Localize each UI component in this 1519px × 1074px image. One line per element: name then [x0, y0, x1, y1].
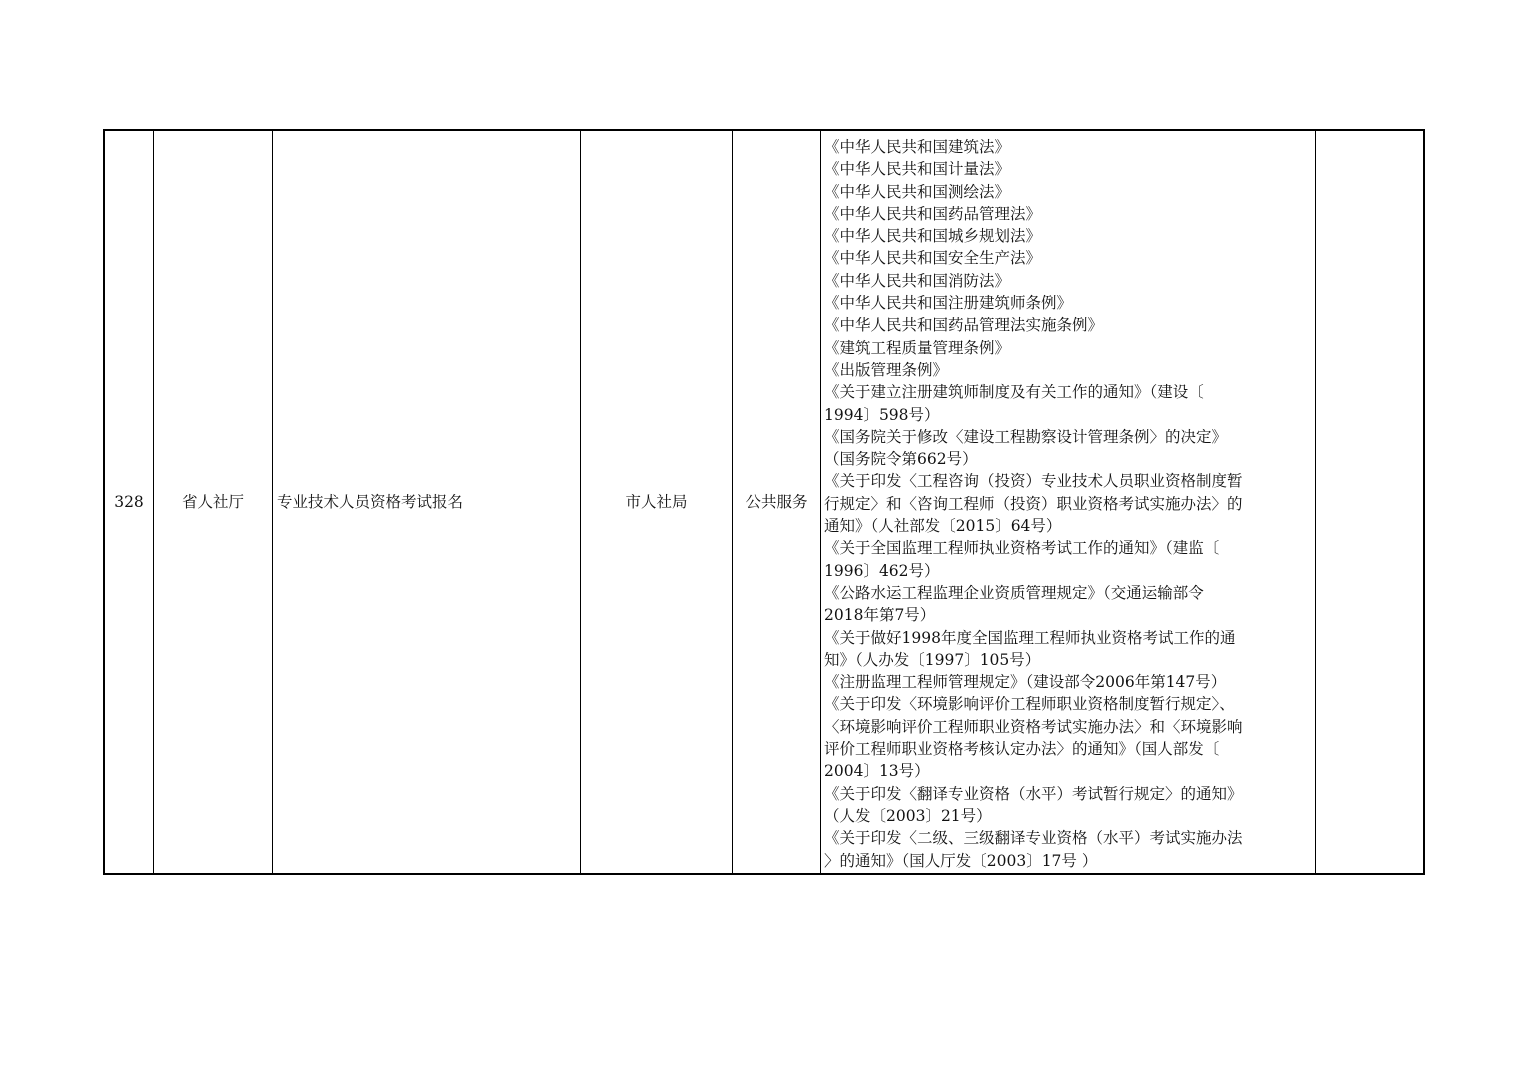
- basis-line: 《公路水运工程监理企业资质管理规定》（交通运输部令: [824, 583, 1204, 602]
- item-name-cell: 专业技术人员资格考试报名: [273, 130, 581, 874]
- basis-line: 《关于建立注册建筑师制度及有关工作的通知》（建设〔: [824, 383, 1204, 402]
- basis-line: 《关于印发〈工程咨询（投资）专业技术人员职业资格制度暂: [824, 472, 1243, 491]
- basis-line: 〈环境影响评价工程师职业资格考试实施办法〉和〈环境影响: [824, 717, 1243, 736]
- basis-line: 1996〕462号）: [824, 561, 940, 580]
- item-table: [103, 129, 1425, 875]
- basis-line: 《建筑工程质量管理条例》: [824, 338, 1011, 357]
- basis-line: 《中华人民共和国城乡规划法》: [824, 227, 1042, 246]
- basis-line: 《中华人民共和国计量法》: [824, 160, 1011, 179]
- basis-line: 《注册监理工程师管理规定》（建设部令2006年第147号）: [824, 673, 1227, 692]
- department-cell: 省人社厅: [154, 130, 273, 874]
- basis-line: 《中华人民共和国测绘法》: [824, 182, 1011, 201]
- basis-line: 2018年第7号）: [824, 606, 936, 625]
- seq-cell: 328: [104, 130, 154, 874]
- table-row: [104, 130, 1424, 874]
- basis-line: 《中华人民共和国消防法》: [824, 271, 1011, 290]
- basis-line: （国务院令第662号）: [824, 450, 978, 469]
- basis-line: 《关于全国监理工程师执业资格考试工作的通知》（建监〔: [824, 539, 1220, 558]
- basis-line: 〉的通知》（国人厅发〔2003〕17号 ）: [824, 851, 1098, 870]
- basis-line: 《中华人民共和国药品管理法》: [824, 204, 1042, 223]
- basis-line: 《出版管理条例》: [824, 360, 949, 379]
- note-cell: [1316, 130, 1425, 874]
- basis-line: 《中华人民共和国建筑法》: [824, 138, 1011, 156]
- basis-line: 1994〕598号）: [824, 405, 940, 424]
- basis-line: 评价工程师职业资格考核认定办法〉的通知》（国人部发〔: [824, 740, 1220, 759]
- implementer-cell: 市人社局: [581, 130, 733, 874]
- basis-line: 2004〕13号）: [824, 762, 930, 781]
- basis-line: 《中华人民共和国安全生产法》: [824, 249, 1042, 268]
- basis-line: 通知》（人社部发〔2015〕64号）: [824, 517, 1062, 536]
- basis-line: 行规定〉和〈咨询工程师（投资）职业资格考试实施办法〉的: [824, 494, 1243, 513]
- service-type-cell: 公共服务: [733, 130, 821, 874]
- basis-line: 《关于印发〈翻译专业资格（水平）考试暂行规定〉的通知》: [824, 784, 1243, 803]
- basis-line: 知》（人办发〔1997〕105号）: [824, 650, 1041, 669]
- basis-line: 《国务院关于修改〈建设工程勘察设计管理条例〉的决定》: [824, 427, 1228, 446]
- basis-line: 《关于印发〈环境影响评价工程师职业资格制度暂行规定〉、: [824, 695, 1235, 714]
- basis-line: 《关于做好1998年度全国监理工程师执业资格考试工作的通: [824, 628, 1236, 647]
- basis-line: 《关于印发〈二级、三级翻译专业资格（水平）考试实施办法: [824, 829, 1243, 848]
- basis-line: （人发〔2003〕21号）: [824, 806, 992, 825]
- legal-basis-cell: [821, 130, 1316, 874]
- basis-line: 《中华人民共和国药品管理法实施条例》: [824, 316, 1104, 335]
- basis-line: 《中华人民共和国注册建筑师条例》: [824, 294, 1073, 313]
